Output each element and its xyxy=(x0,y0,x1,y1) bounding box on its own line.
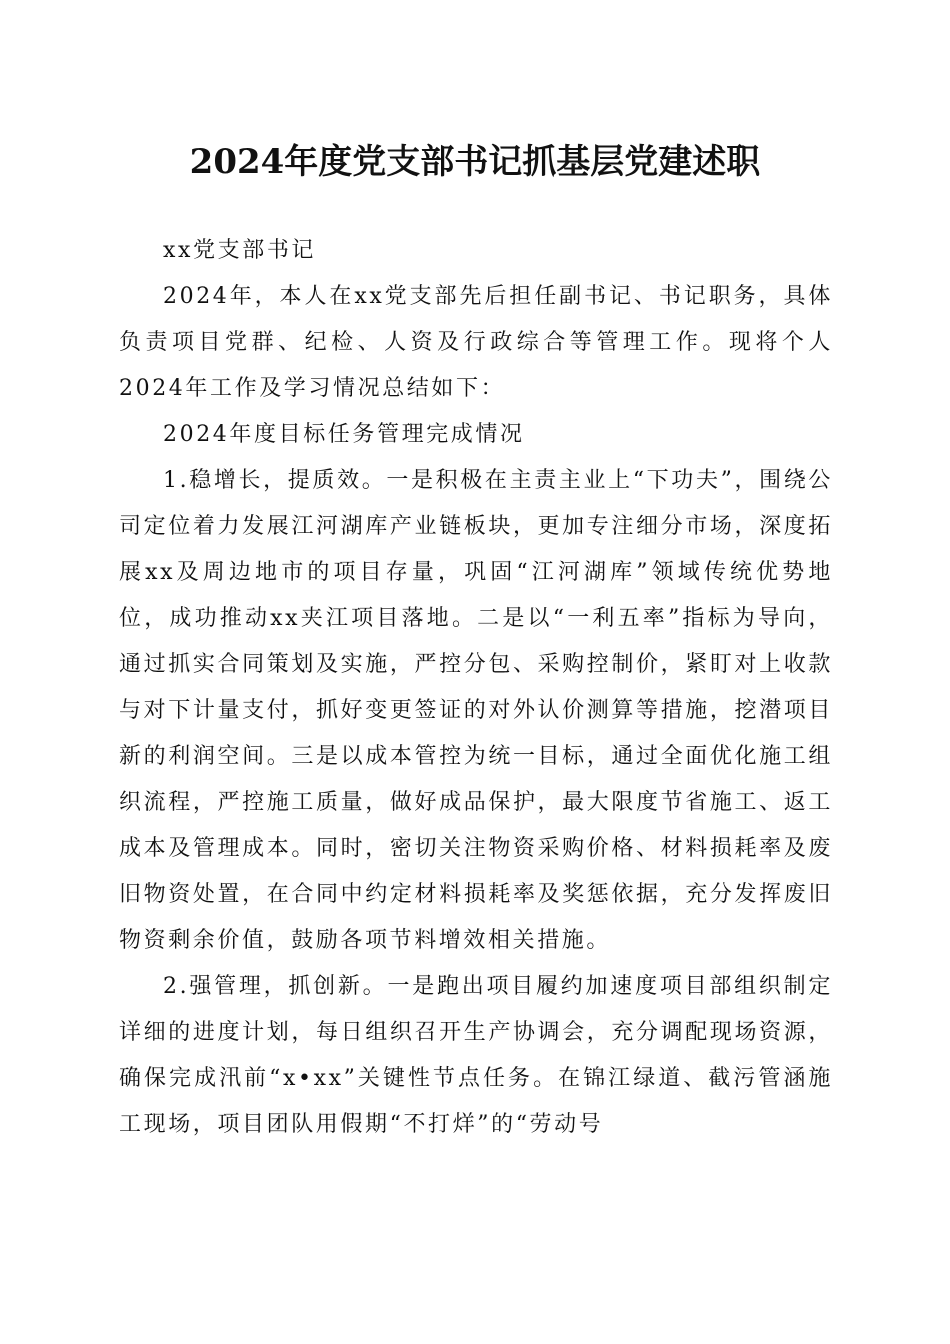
paragraph-item-2: 2.强管理，抓创新。一是跑出项目履约加速度项目部组织制定详细的进度计划，每日组织召开生产协调会，充分调配现场资源，确保完成汛前“x•xx”关键性节点任务。在锦江绿道、截污管涵施工现场，项目团队用假期“不打烊”的“劳动号 xyxy=(119,974,833,1137)
document-body xyxy=(119,228,833,1148)
paragraph-item-1: 1.稳增长，提质效。一是积极在主责主业上“下功夫”，围绕公司定位着力发展江河湖库产业链板块，更加专注细分市场，深度拓展xx及周边地市的项目存量，巩固“江河湖库”领域传统优势地位，成功推动xx夹江项目落地。二是以“一利五率”指标为导向，通过抓实合同策划及实施，严控分包、采购控制价，紧盯对上收款与对下计量支付，抓好变更签证的对外认价测算等措施，挖潜项目新的利润空间。三是以成本管控为统一目标，通过全面优化施工组织流程，严控施工质量，做好成品保护，最大限度节省施工、返工成本及管理成本。同时，密切关注物资采购价格、材料损耗率及废旧物资处置，在合同中约定材料损耗率及奖惩依据，充分发挥废旧物资剩余价值，鼓励各项节料增效相关措施。 xyxy=(119,468,833,953)
paragraph-intro: 2024年，本人在xx党支部先后担任副书记、书记职务，具体负责项目党群、纪检、人资及行政综合等管理工作。现将个人2024年工作及学习情况总结如下： xyxy=(119,284,833,401)
document-title: 2024年度党支部书记抓基层党建述职 xyxy=(189,142,761,182)
author-line: xx党支部书记 xyxy=(163,238,317,263)
section-heading: 2024年度目标任务管理完成情况 xyxy=(163,422,525,447)
